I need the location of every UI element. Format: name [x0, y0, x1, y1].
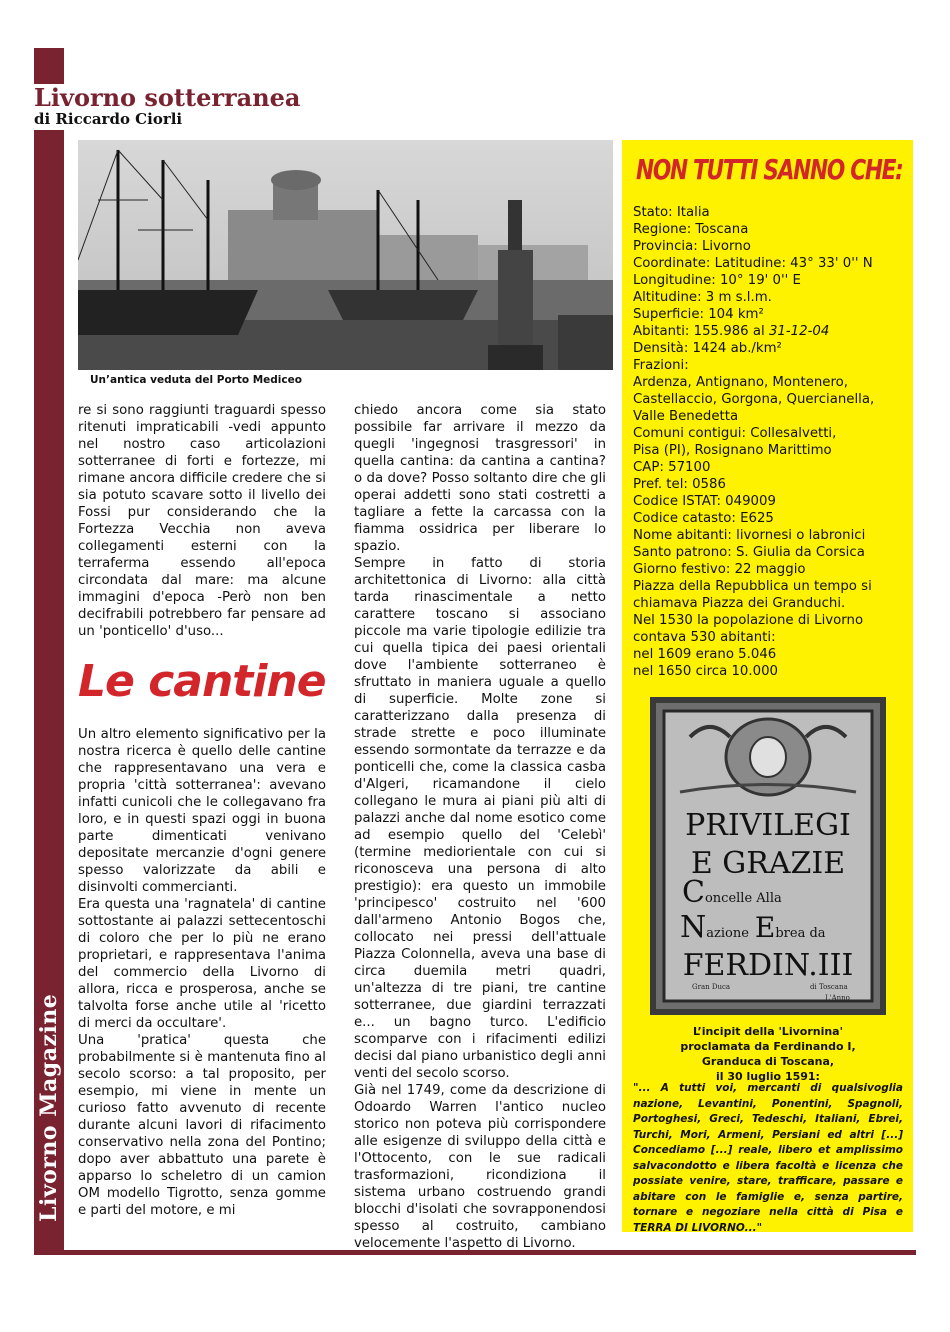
fact-item: Castellaccio, Gorgona, Quercianella, [633, 392, 875, 407]
doc-small-bottom: L'Anno [825, 994, 850, 1002]
facts-box-title: NON TUTTI SANNO CHE: [636, 153, 903, 186]
paragraph: Sempre in fatto di storia architettonica di Livorno: alla città tarda rinascimentale a netto carattere toscano si associano piccole ma varie tipologie edilizie tra cui quella tipica dei paesi orientali dove l'ambiente sotterraneo è sfruttato in maniera uguale a quello di superficie. Molte zone si caratterizzano dalla presenza di strade strette e poco illuminate essendo sormontate da terrazze e da ponticelli che, come la classica casba d'Algeri, ricamandone il cielo collegano le mura ai piani più alti di palazzi anche dal nome esotico come ad esempio quello del 'Celebì' (termine mediorientale con cui si riconosceva una persona di alto prestigio): era questo un immobile 'principesco' costruito nel '600 dall'armeno Antonio Bogos che, collocato nei pressi dell'attuale Piazza Colonnella, aveva una base di circa duemila metri quadri, un'altezza di tre piani, tre cantine sotterranee, due giardini terrazzati e... un bagno turco. L'edificio scomparve con i rifacimenti edilizi decisi dal piano urbanistico degli anni venti del secolo scorso. [354, 556, 606, 1081]
fact-item: Superficie: 104 km² [633, 307, 764, 322]
paragraph: Una 'pratica' questa che probabilmente si è mantenuta fino al secolo scorso: a tal proposito, per esempio, mi viene in mente un curioso fatto avvenuto di recente durante alcuni lavori di rifacimento conservativo nella zona del Pontino; dopo aver abbattuto una parete è apparso lo scheletro di un camion OM modello Tigrotto, senza gomme e parti del motore, e mi [78, 1033, 326, 1218]
fact-abitanti-date: 31-12-04 [768, 324, 830, 339]
caption-line: Granduca di Toscana, [701, 1055, 835, 1068]
fact-item: Piazza della Repubblica un tempo si [633, 579, 872, 594]
doc-line-nazione: Nazione Ebrea da [680, 910, 826, 945]
paragraph: Un altro elemento significativo per la nostra ricerca è quello delle cantine che rappresentavano una vera e propria 'città sotterranea': avevano infatti cunicoli che le collegavano fra loro, e in questi spazi oggi in buona parte dimenticati venivano depositate mercanzie d'ogni genere spesso valorizzate da abili e disinvolti commercianti. [78, 727, 326, 895]
magazine-name: Livorno Magazine [36, 993, 62, 1222]
livornina-quote: "... A tutti voi, mercanti di qualsivoglia nazione, Levantini, Ponentini, Spagnoli, Portoghesi, Greci, Tedeschi, Italiani, Ebrei, Turchi, Mori, Armeni, Persiani ed altri [...] Concediamo [...] reale, libero et amplissimo salvacondotto e libera facoltà e licenza che possiate venire, stare, trafficare, passare e abitare con le famiglie e, senza partire, tornare e negoziare nella città di Pisa e TERRA DI LIVORNO..." [633, 1082, 903, 1234]
caption-line: L’incipit della 'Livornina' [693, 1025, 843, 1038]
fact-item: Altitudine: 3 m s.l.m. [633, 290, 772, 305]
fact-item: Frazioni: [633, 358, 689, 373]
doc-line-ferdin: FERDIN.III [682, 948, 854, 983]
fact-item: contava 530 abitanti: [633, 630, 776, 645]
article-title: Livorno sotterranea [34, 83, 301, 112]
column-2-body [354, 402, 606, 1252]
fact-abitanti-label: Abitanti: 155.986 al [633, 324, 765, 339]
fact-item: Ardenza, Antignano, Montenero, [633, 375, 848, 390]
fact-item: nel 1609 erano 5.046 [633, 647, 777, 662]
fact-item: Stato: Italia [633, 205, 710, 220]
doc-line-concesse: Concelle Alla [682, 875, 782, 910]
column-1-intro [78, 402, 326, 640]
paragraph: re si sono raggiunti traguardi spesso ritenuti impraticabili -vedi appunto nel nostro caso articolazioni sotterranee di forti e fortezze, mi rimane ancora difficile credere che si sia potuto scavare sotto il livello dei Fossi pur considerando che la Fortezza Vecchia non aveva collegamenti esterni con la terraferma essendo all'epoca circondata dal mare: ma alcune immagini d'epoca -Però non ben decifrabili potrebbero far pensare ad un 'ponticello' d'uso... [78, 403, 326, 639]
porto-mediceo-photo [78, 140, 613, 370]
doc-line-privilegi: PRIVILEGI [685, 808, 851, 843]
fact-item: Santo patrono: S. Giulia da Corsica [633, 545, 865, 560]
fact-item: Provincia: Livorno [633, 239, 751, 254]
paragraph: Già nel 1749, come da descrizione di Odoardo Warren l'antico nucleo storico non poteva più corrispondere alle esigenze di sviluppo della città e l'Ottocento, con le sue radicali trasformazioni, ricondiziona il sistema urbano costruendo grandi blocchi d'isolati che sovrapponendosi spesso al costruito, cambiano velocemente l'aspetto di Livorno. [354, 1083, 606, 1251]
article-byline: di Riccardo Ciorli [34, 110, 183, 128]
fact-item: Comuni contigui: Collesalvetti, [633, 426, 837, 441]
column-1-body [78, 726, 326, 1219]
document-caption [640, 1024, 896, 1084]
fact-item: Regione: Toscana [633, 222, 749, 237]
fact-item: Densità: 1424 ab./km² [633, 341, 782, 356]
fact-item: Nel 1530 la popolazione di Livorno [633, 613, 864, 628]
fact-item: Coordinate: Latitudine: 43° 33' 0'' N [633, 256, 873, 271]
fact-item-abitanti [633, 323, 911, 340]
fact-item: Pref. tel: 0586 [633, 477, 726, 492]
facts-list [633, 204, 911, 680]
paragraph: chiedo ancora come sia stato possibile far arrivare il mezzo da quegli 'ingegnosi trasgressori' in quella cantina: da cantina a cantina? o da dove? Posso soltanto dire che gli operai addetti sono stati costretti a tagliare a fette la carcassa con la fiamma ossidrica per liberare lo spazio. [354, 403, 606, 554]
doc-small-left: Gran Duca [692, 983, 731, 991]
fact-item: Pisa (PI), Rosignano Marittimo [633, 443, 832, 458]
photo-caption: Un’antica veduta del Porto Mediceo [90, 374, 302, 386]
fact-item: Longitudine: 10° 19' 0'' E [633, 273, 801, 288]
caption-line: proclamata da Ferdinando I, [680, 1040, 856, 1053]
header-accent-block [34, 48, 64, 84]
fact-item: Valle Benedetta [633, 409, 739, 424]
fact-item: Nome abitanti: livornesi o labronici [633, 528, 866, 543]
fact-item: CAP: 57100 [633, 460, 711, 475]
fact-item: Codice ISTAT: 049009 [633, 494, 776, 509]
caption-line: il 30 luglio 1591: [716, 1070, 820, 1083]
fact-item: chiamava Piazza dei Granduchi. [633, 596, 846, 611]
fact-item: Giorno festivo: 22 maggio [633, 562, 806, 577]
doc-small-right: di Toscana [810, 983, 848, 991]
paragraph: Era questa una 'ragnatela' di cantine sottostante ai palazzi settecentoschi di coloro che per lo più ne erano proprietari, e rappresentava l'anima del commercio della Livorno di allora, ricca e prosperosa, anche se talvolta forse anche utile al 'ricetto di merci da occultare'. [78, 897, 326, 1031]
section-heading: Le cantine [78, 656, 326, 707]
fact-item: nel 1650 circa 10.000 [633, 664, 778, 679]
livornina-document-image [650, 697, 886, 1015]
fact-item: Codice catasto: E625 [633, 511, 774, 526]
doc-line-grazie: E GRAZIE [690, 846, 846, 881]
